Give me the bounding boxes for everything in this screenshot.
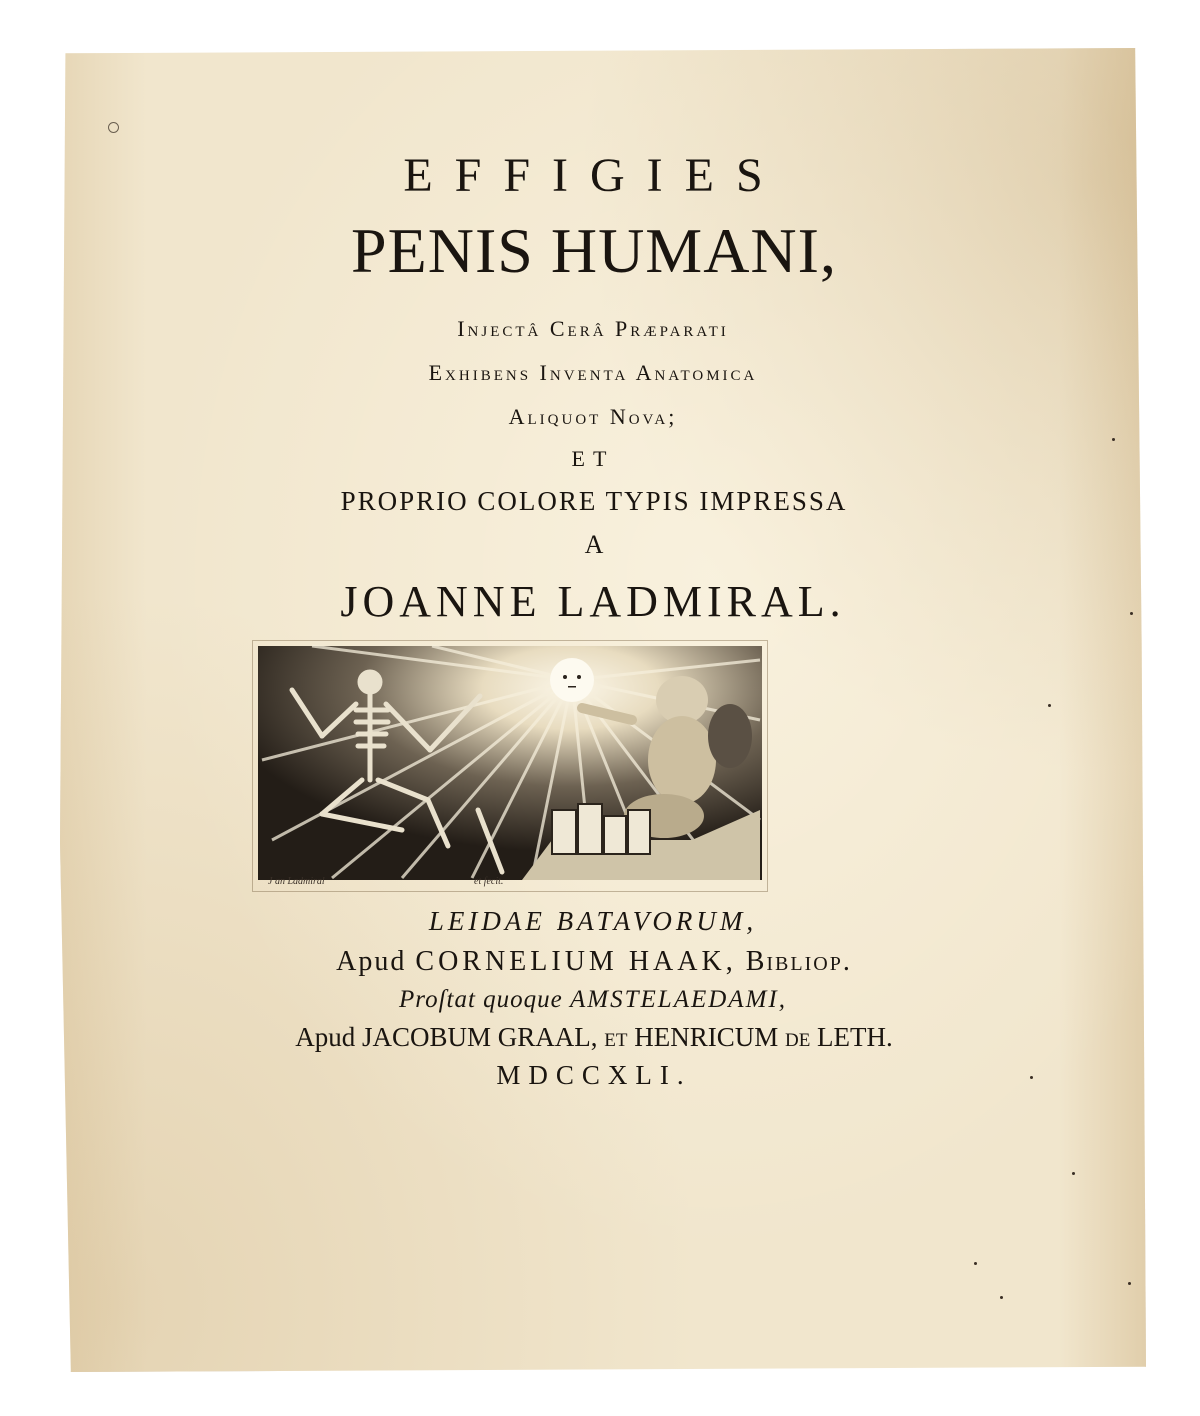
imprint-publisher-suffix: Bibliop. xyxy=(745,946,852,977)
subtitle-line-4: PROPRIO COLORE TYPIS IMPRESSA xyxy=(340,486,848,516)
imprint-prostat xyxy=(60,986,1146,1014)
subtitle-et: ET xyxy=(571,446,615,471)
ink-speck xyxy=(1048,704,1051,707)
imprint-bookseller-2-surname: LETH. xyxy=(817,1022,893,1052)
ink-speck xyxy=(974,1262,977,1265)
imprint-booksellers-de: de xyxy=(784,1022,811,1052)
imprint-booksellers xyxy=(60,1022,1146,1053)
ink-speck xyxy=(1128,1282,1131,1285)
imprint-booksellers-et: et xyxy=(604,1022,628,1052)
imprint-booksellers-prefix: Apud xyxy=(295,1022,356,1052)
title-effigies: EFFIGIES xyxy=(403,149,785,202)
plate-mark xyxy=(252,640,768,892)
imprint-place: LEIDAE BATAVORUM, xyxy=(428,906,758,936)
author-preposition: A xyxy=(584,530,604,559)
subtitle-line-1: Injectâ Cerâ Præparati xyxy=(457,316,729,341)
subtitle-line-3: Aliquot Nova; xyxy=(508,404,678,429)
engraver-signature-right: et fecit. xyxy=(474,876,504,887)
imprint-publisher xyxy=(60,946,1146,978)
engraver-signature-left: J an Ladmiral xyxy=(268,876,325,887)
author-name: JOANNE LADMIRAL. xyxy=(340,577,846,626)
ink-speck xyxy=(1000,1296,1003,1299)
ink-speck xyxy=(1072,1172,1075,1175)
pinhole-mark xyxy=(108,122,119,133)
imprint-bookseller-1: JACOBUM GRAAL, xyxy=(361,1022,598,1052)
imprint-prostat-city: AMSTELAEDAMI, xyxy=(570,986,787,1013)
imprint-date: MDCCXLI. xyxy=(496,1060,692,1090)
title-main: PENIS HUMANI, xyxy=(351,215,837,286)
imprint-publisher-name: CORNELIUM HAAK, xyxy=(415,946,737,977)
subtitle-line-2: Exhibens Inventa Anatomica xyxy=(428,360,758,385)
imprint-bookseller-2: HENRICUM xyxy=(634,1022,779,1052)
imprint-publisher-prefix: Apud xyxy=(336,946,407,977)
engraved-vignette xyxy=(252,640,768,892)
imprint-prostat-prefix: Proſtat quoque xyxy=(399,986,563,1013)
ink-speck xyxy=(1112,438,1115,441)
